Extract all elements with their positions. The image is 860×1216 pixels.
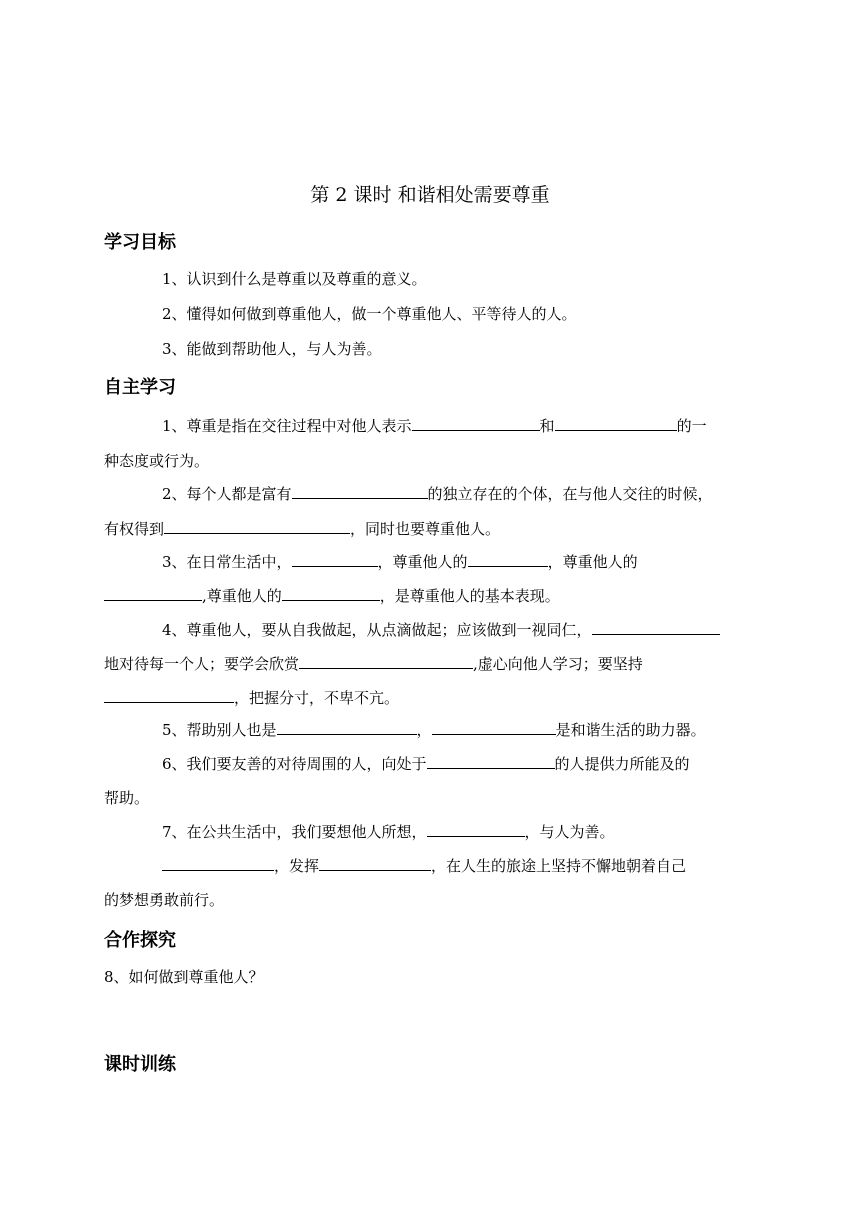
question-7-line-1 [162, 821, 615, 842]
question-4-line-2 [104, 653, 643, 674]
question-text: 的人提供力所能及的 [554, 755, 690, 773]
question-2-line-2 [104, 518, 500, 539]
heading-self-study: 自主学习 [104, 377, 176, 398]
question-text: ，尊重他人的 [547, 553, 638, 571]
question-text: ，发挥 [274, 857, 320, 875]
answer-blank[interactable] [427, 822, 525, 837]
question-text: ，把握分寸，不卑不亢。 [234, 689, 400, 707]
question-4-line-1 [162, 619, 720, 640]
question-7-line-2 [162, 855, 686, 876]
answer-blank[interactable] [104, 688, 234, 703]
answer-blank[interactable] [162, 856, 274, 871]
question-text: ，尊重他人的 [377, 553, 468, 571]
answer-blank[interactable] [292, 552, 378, 567]
page-title: 第 2 课时 和谐相处需要尊重 [310, 184, 550, 206]
question-6-line-2: 帮助。 [104, 789, 150, 807]
answer-blank[interactable] [319, 856, 431, 871]
question-8: 8、如何做到尊重他人？ [104, 968, 264, 986]
question-text: 地对待每一个人；要学会欣赏 [104, 655, 300, 673]
answer-blank[interactable] [555, 416, 677, 431]
question-3-line-2 [104, 585, 560, 606]
question-6-line-1 [162, 753, 690, 774]
goal-2: 2、懂得如何做到尊重他人，做一个尊重他人、平等待人的人。 [162, 305, 577, 323]
answer-blank[interactable] [432, 720, 556, 735]
question-3-line-1 [162, 551, 638, 572]
question-text: 的一 [676, 417, 707, 435]
answer-blank[interactable] [164, 519, 350, 534]
question-text: 的独立存在的个体，在与他人交往的时候， [427, 485, 713, 503]
goal-3: 3、能做到帮助他人，与人为善。 [162, 340, 382, 358]
question-7-line-3: 的梦想勇敢前行。 [104, 891, 225, 909]
question-1-line-1 [162, 415, 707, 436]
question-text: 3、在日常生活中， [162, 553, 292, 571]
question-text: 1、尊重是指在交往过程中对他人表示 [162, 417, 412, 435]
question-text: 和 [539, 417, 555, 435]
question-5-line-1 [162, 719, 706, 740]
question-text: 4、尊重他人，要从自我做起，从点滴做起；应该做到一视同仁， [162, 621, 592, 639]
question-4-line-3 [104, 687, 399, 708]
question-text: 6、我们要友善的对待周围的人，向处于 [162, 755, 427, 773]
question-text: 5、帮助别人也是 [162, 721, 277, 739]
heading-training: 课时训练 [104, 1054, 176, 1075]
question-1-line-2: 种态度或行为。 [104, 452, 210, 470]
heading-goals: 学习目标 [104, 232, 176, 253]
goal-1: 1、认识到什么是尊重以及尊重的意义。 [162, 270, 427, 288]
answer-blank[interactable] [468, 552, 548, 567]
question-text: ，同时也要尊重他人。 [350, 520, 501, 538]
answer-blank[interactable] [592, 620, 720, 635]
question-text: ,虚心向他人学习；要坚持 [473, 655, 643, 673]
answer-blank[interactable] [427, 754, 555, 769]
question-text: ,尊重他人的 [202, 587, 282, 605]
question-text: ，与人为善。 [524, 823, 615, 841]
answer-blank[interactable] [282, 586, 380, 601]
answer-blank[interactable] [277, 720, 417, 735]
question-text: ，是尊重他人的基本表现。 [379, 587, 560, 605]
question-text: ， [416, 721, 432, 739]
question-2-line-1 [162, 483, 713, 504]
answer-blank[interactable] [292, 484, 428, 499]
question-text: 2、每个人都是富有 [162, 485, 292, 503]
heading-cooperation: 合作探究 [104, 930, 176, 951]
question-text: ，在人生的旅途上坚持不懈地朝着自己 [431, 857, 687, 875]
answer-blank[interactable] [299, 654, 473, 669]
answer-blank[interactable] [412, 416, 540, 431]
question-text: 有权得到 [104, 520, 165, 538]
question-text: 是和谐生活的助力器。 [555, 721, 706, 739]
answer-blank[interactable] [104, 586, 202, 601]
question-text: 7、在公共生活中，我们要想他人所想， [162, 823, 427, 841]
